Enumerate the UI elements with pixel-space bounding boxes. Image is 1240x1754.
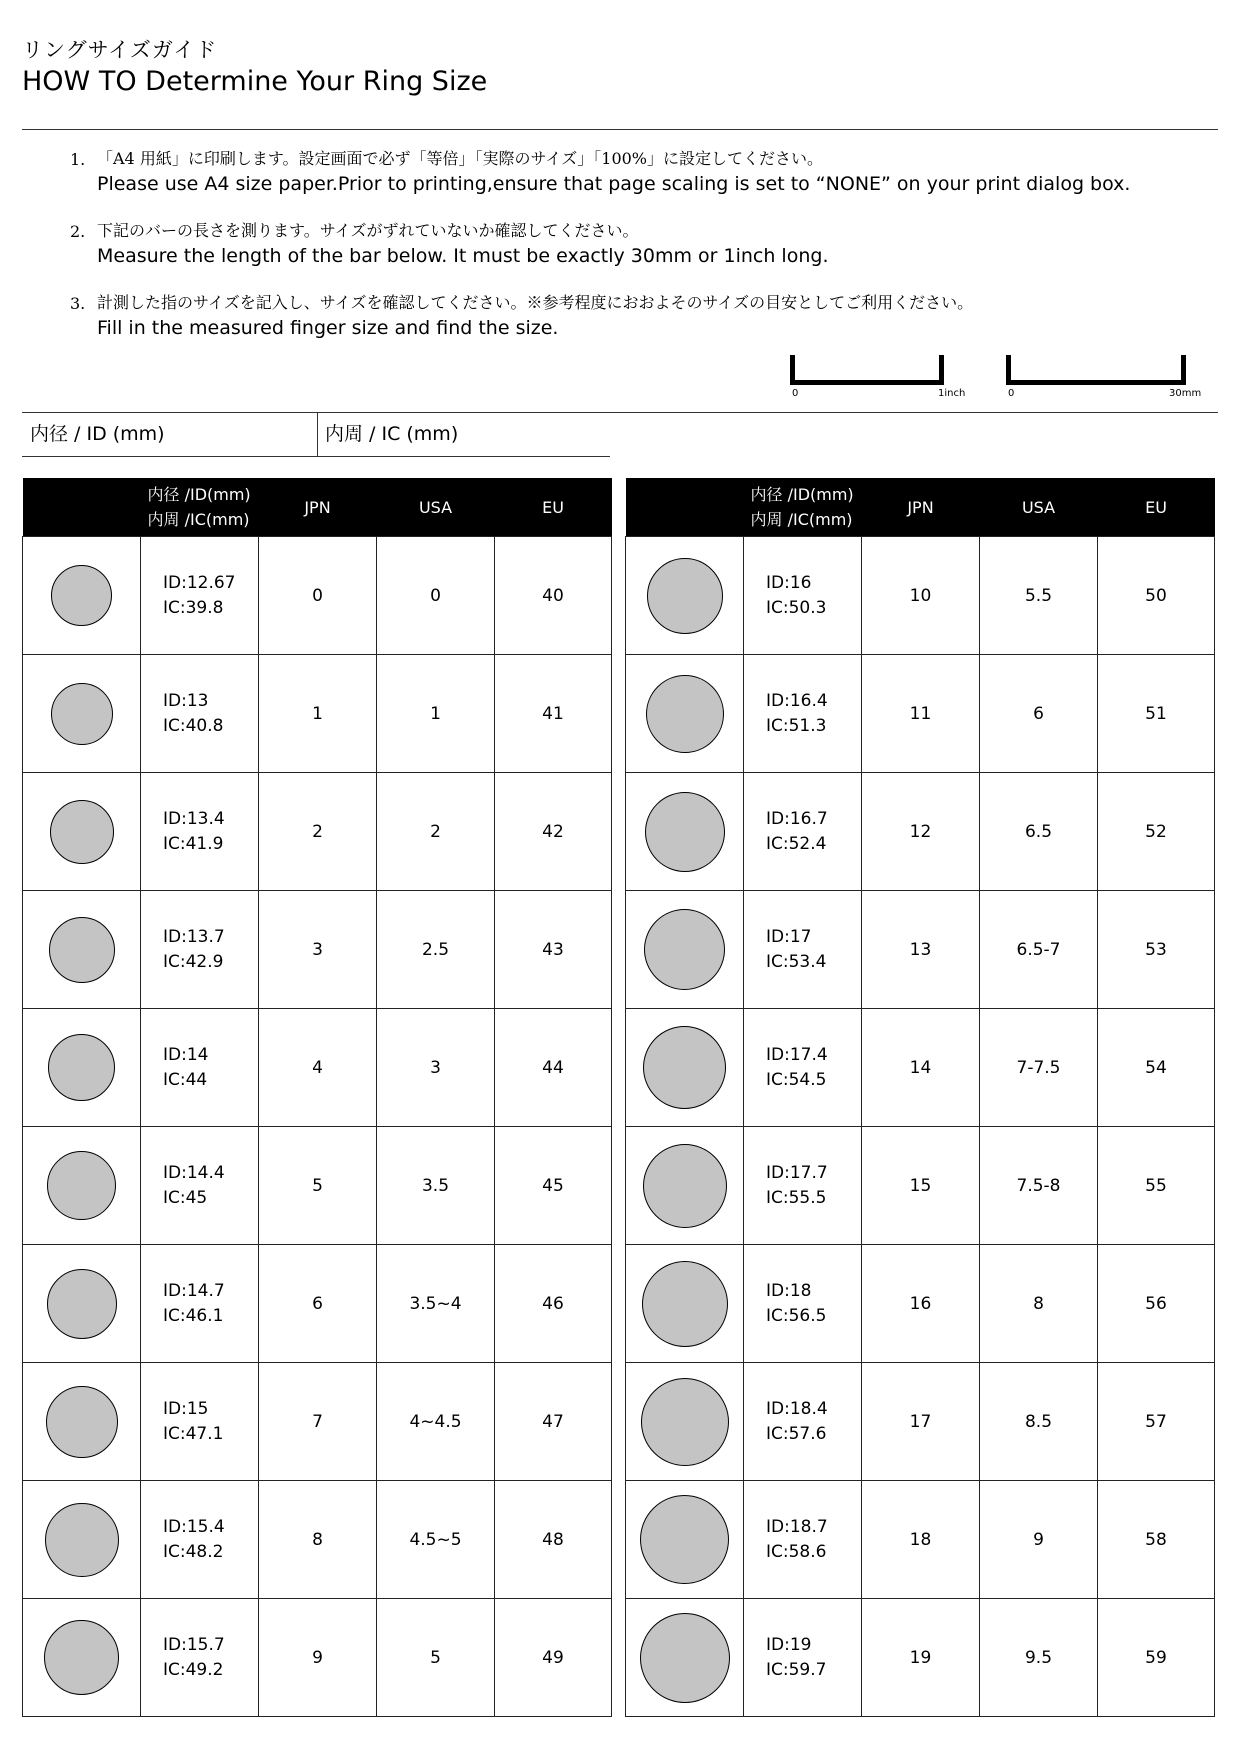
ring-size-circle [644,909,725,990]
size-row [23,1127,612,1245]
id-ic-header [23,478,259,537]
size-row [626,1481,1215,1599]
id-ic-cell [141,1127,259,1245]
table-header-row [23,478,612,537]
step-text-jp: 計測した指のサイズを記入し、サイズを確認してください。※参考程度におおよそのサイズの目安としてご利用ください。 [97,293,974,312]
eu-size-cell: 53 [1098,891,1215,1009]
id-ic-header [626,478,862,537]
inner-diameter-value: ID:16.7 [766,808,828,829]
jpn-size-cell: 3 [259,891,377,1009]
ring-size-circle [646,675,724,753]
inner-circumference-value: IC:53.4 [766,951,827,972]
inner-diameter-value: ID:16.4 [766,690,828,711]
ring-circle-cell [23,891,141,1009]
usa-size-cell: 2.5 [377,891,495,1009]
jpn-size-cell: 13 [862,891,980,1009]
ring-circle-cell [626,1599,744,1717]
jpn-size-cell: 12 [862,773,980,891]
inner-circumference-value: IC:57.6 [766,1423,827,1444]
inner-diameter-value: ID:14.7 [163,1280,225,1301]
size-row [23,655,612,773]
ring-circle-cell [23,1245,141,1363]
jpn-size-cell: 14 [862,1009,980,1127]
eu-size-cell: 58 [1098,1481,1215,1599]
eu-size-cell: 55 [1098,1127,1215,1245]
inner-circumference-value: IC:42.9 [163,951,224,972]
id-header: 内径 /ID(mm) [750,485,854,504]
eu-size-cell: 45 [495,1127,612,1245]
size-row [626,891,1215,1009]
jpn-size-cell: 16 [862,1245,980,1363]
inner-diameter-value: ID:18.7 [766,1516,828,1537]
ring-circle-cell [23,1363,141,1481]
size-row [626,655,1215,773]
usa-size-cell: 7-7.5 [980,1009,1098,1127]
ring-size-circle [50,800,114,864]
size-row [23,1245,612,1363]
jpn-size-cell: 11 [862,655,980,773]
ring-circle-cell [23,1127,141,1245]
id-ic-cell [141,891,259,1009]
id-ic-cell [744,1481,862,1599]
ring-circle-cell [626,1245,744,1363]
usa-size-cell: 9.5 [980,1599,1098,1717]
usa-size-cell: 1 [377,655,495,773]
ring-size-circle [645,792,725,872]
ring-size-circle [47,1269,117,1339]
ic-fill-label: 内周 / IC (mm) [325,423,459,445]
id-header: 内径 /ID(mm) [147,485,251,504]
size-row [626,1127,1215,1245]
inner-circumference-value: IC:39.8 [163,597,224,618]
inner-diameter-value: ID:13 [163,690,209,711]
eu-size-cell: 44 [495,1009,612,1127]
eu-header: EU [1098,478,1215,537]
jpn-size-cell: 17 [862,1363,980,1481]
size-row [626,773,1215,891]
inner-circumference-value: IC:56.5 [766,1305,827,1326]
ring-circle-cell [626,1127,744,1245]
jpn-size-cell: 4 [259,1009,377,1127]
measurement-fill-in [22,412,610,457]
inner-diameter-value: ID:18.4 [766,1398,828,1419]
inner-circumference-value: IC:45 [163,1187,208,1208]
id-ic-cell [141,1009,259,1127]
ring-circle-cell [626,773,744,891]
size-row [23,773,612,891]
jpn-header: JPN [259,478,377,537]
ring-size-circle [49,917,115,983]
size-row [23,1599,612,1717]
inner-diameter-value: ID:15 [163,1398,209,1419]
size-row [23,1363,612,1481]
ring-size-circle [640,1495,729,1584]
ruler-start-label: 0 [1008,388,1015,399]
instruction-step [70,292,1190,342]
inner-diameter-value: ID:16 [766,572,812,593]
ring-size-circle [640,1613,730,1703]
ruler-start-label: 0 [792,388,799,399]
jpn-size-cell: 18 [862,1481,980,1599]
ruler-end-label: 30mm [1169,388,1202,399]
eu-size-cell: 47 [495,1363,612,1481]
ring-circle-cell [23,1481,141,1599]
id-ic-cell [744,1363,862,1481]
ring-circle-cell [23,1009,141,1127]
inner-circumference-value: IC:58.6 [766,1541,827,1562]
eu-size-cell: 48 [495,1481,612,1599]
eu-size-cell: 57 [1098,1363,1215,1481]
jpn-size-cell: 9 [259,1599,377,1717]
inner-diameter-value: ID:15.4 [163,1516,225,1537]
usa-size-cell: 8.5 [980,1363,1098,1481]
inner-diameter-value: ID:17.7 [766,1162,828,1183]
ring-size-circle [44,1620,119,1695]
id-fill-field[interactable] [22,412,317,456]
size-row [626,1599,1215,1717]
jpn-size-cell: 1 [259,655,377,773]
id-ic-cell [744,891,862,1009]
id-ic-cell [141,773,259,891]
jpn-size-cell: 15 [862,1127,980,1245]
page-title: HOW TO Determine Your Ring Size [22,66,488,97]
usa-header: USA [980,478,1098,537]
ring-circle-cell [626,1481,744,1599]
ring-circle-cell [23,537,141,655]
ring-size-circle [51,565,112,626]
eu-size-cell: 46 [495,1245,612,1363]
ring-circle-cell [626,537,744,655]
step-text-en: Measure the length of the bar below. It must be exactly 30mm or 1inch long. [97,245,829,267]
id-ic-cell [744,773,862,891]
inner-circumference-value: IC:52.4 [766,833,827,854]
inner-circumference-value: IC:46.1 [163,1305,224,1326]
step-text-en: Fill in the measured finger size and find the size. [97,317,559,339]
inner-diameter-value: ID:14.4 [163,1162,225,1183]
eu-size-cell: 52 [1098,773,1215,891]
step-number: 1. [70,150,86,169]
inner-circumference-value: IC:55.5 [766,1187,827,1208]
id-ic-cell [141,655,259,773]
jpn-size-cell: 6 [259,1245,377,1363]
ring-circle-cell [626,891,744,1009]
eu-size-cell: 42 [495,773,612,891]
size-row [626,537,1215,655]
mm-ruler-bar [1006,355,1186,385]
ruler-end-label: 1inch [938,388,966,399]
id-fill-label: 内径 / ID (mm) [30,423,165,445]
inner-circumference-value: IC:40.8 [163,715,224,736]
jpn-size-cell: 5 [259,1127,377,1245]
usa-size-cell: 3.5 [377,1127,495,1245]
ring-circle-cell [23,773,141,891]
id-ic-cell [744,1245,862,1363]
inner-diameter-value: ID:14 [163,1044,209,1065]
id-ic-cell [744,655,862,773]
ring-size-circle [46,1386,118,1458]
id-ic-cell [141,1481,259,1599]
eu-size-cell: 41 [495,655,612,773]
eu-size-cell: 50 [1098,537,1215,655]
usa-size-cell: 6.5-7 [980,891,1098,1009]
inner-diameter-value: ID:17.4 [766,1044,828,1065]
id-ic-cell [744,1599,862,1717]
ring-size-circle [48,1034,115,1101]
step-text-jp: 下記のバーの長さを測ります。サイズがずれていないか確認してください。 [97,221,639,240]
ring-circle-cell [23,655,141,773]
ic-header: 内周 /IC(mm) [147,510,250,529]
inner-diameter-value: ID:13.4 [163,808,225,829]
ring-size-circle [643,1144,727,1228]
eu-size-cell: 43 [495,891,612,1009]
step-number: 3. [70,294,86,313]
ring-size-circle [641,1378,729,1466]
jpn-size-cell: 10 [862,537,980,655]
inner-diameter-value: ID:19 [766,1634,812,1655]
table-header-row [626,478,1215,537]
eu-size-cell: 59 [1098,1599,1215,1717]
id-ic-cell [744,537,862,655]
usa-size-cell: 8 [980,1245,1098,1363]
inner-diameter-value: ID:13.7 [163,926,225,947]
size-row [626,1245,1215,1363]
inner-circumference-value: IC:54.5 [766,1069,827,1090]
jpn-size-cell: 0 [259,537,377,655]
inch-ruler-bar [790,355,944,385]
instruction-step [70,220,1190,270]
id-ic-cell [744,1127,862,1245]
instruction-list [70,148,1190,364]
jpn-size-cell: 7 [259,1363,377,1481]
step-number: 2. [70,222,86,241]
id-ic-cell [141,537,259,655]
usa-size-cell: 3 [377,1009,495,1127]
step-text-en: Please use A4 size paper.Prior to printing,ensure that page scaling is set to “NONE” on your print dialog box. [97,173,1131,195]
usa-size-cell: 7.5-8 [980,1127,1098,1245]
usa-size-cell: 2 [377,773,495,891]
eu-size-cell: 56 [1098,1245,1215,1363]
usa-size-cell: 9 [980,1481,1098,1599]
usa-size-cell: 0 [377,537,495,655]
inner-circumference-value: IC:49.2 [163,1659,224,1680]
ring-size-circle [51,683,113,745]
jpn-size-cell: 19 [862,1599,980,1717]
usa-header: USA [377,478,495,537]
size-row [23,1481,612,1599]
inner-circumference-value: IC:50.3 [766,597,827,618]
eu-size-cell: 54 [1098,1009,1215,1127]
ic-header: 内周 /IC(mm) [750,510,853,529]
size-row [23,537,612,655]
inner-circumference-value: IC:44 [163,1069,208,1090]
step-text-jp: 「A4 用紙」に印刷します。設定画面で必ず「等倍」「実際のサイズ」「100%」に設定してください。 [97,149,824,168]
ring-size-circle [643,1026,726,1109]
id-ic-cell [141,1599,259,1717]
id-ic-cell [141,1363,259,1481]
ring-size-circle [45,1503,119,1577]
eu-header: EU [495,478,612,537]
size-table-left [22,478,612,1717]
usa-size-cell: 5 [377,1599,495,1717]
inner-circumference-value: IC:51.3 [766,715,827,736]
id-ic-cell [141,1245,259,1363]
inner-circumference-value: IC:41.9 [163,833,224,854]
eu-size-cell: 51 [1098,655,1215,773]
jpn-size-cell: 2 [259,773,377,891]
usa-size-cell: 6 [980,655,1098,773]
size-row [626,1363,1215,1481]
size-row [23,1009,612,1127]
usa-size-cell: 4.5~5 [377,1481,495,1599]
page-title-jp: リングサイズガイド [22,38,218,62]
inner-circumference-value: IC:48.2 [163,1541,224,1562]
usa-size-cell: 5.5 [980,537,1098,655]
ring-size-circle [47,1151,116,1220]
ring-circle-cell [23,1599,141,1717]
inner-diameter-value: ID:15.7 [163,1634,225,1655]
jpn-size-cell: 8 [259,1481,377,1599]
usa-size-cell: 4~4.5 [377,1363,495,1481]
ring-circle-cell [626,1009,744,1127]
size-row [626,1009,1215,1127]
ring-circle-cell [626,1363,744,1481]
ic-fill-field[interactable] [317,412,610,456]
jpn-header: JPN [862,478,980,537]
inner-circumference-value: IC:47.1 [163,1423,224,1444]
ring-size-circle [647,558,723,634]
instruction-step [70,148,1190,198]
eu-size-cell: 49 [495,1599,612,1717]
inner-diameter-value: ID:12.67 [163,572,236,593]
ring-circle-cell [626,655,744,773]
size-row [23,891,612,1009]
usa-size-cell: 6.5 [980,773,1098,891]
id-ic-cell [744,1009,862,1127]
size-table-right [625,478,1215,1717]
inner-diameter-value: ID:17 [766,926,812,947]
ring-size-circle [642,1261,728,1347]
top-divider [22,129,1218,130]
inner-diameter-value: ID:18 [766,1280,812,1301]
usa-size-cell: 3.5~4 [377,1245,495,1363]
inner-circumference-value: IC:59.7 [766,1659,827,1680]
eu-size-cell: 40 [495,537,612,655]
